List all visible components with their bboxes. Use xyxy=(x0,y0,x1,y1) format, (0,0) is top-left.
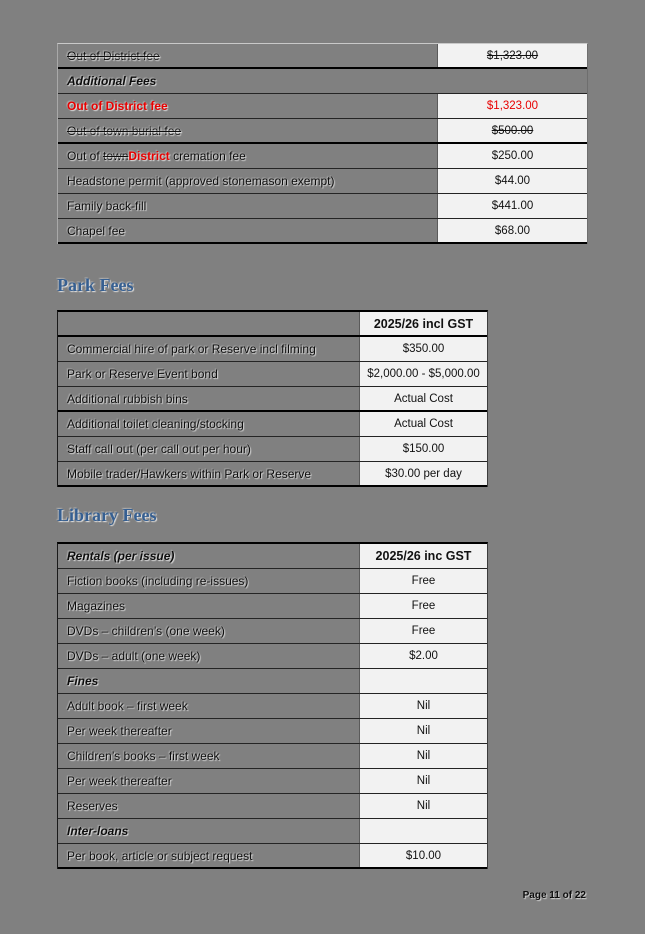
park-fees-heading: Park Fees xyxy=(57,275,134,295)
library-fees-table xyxy=(57,542,488,869)
fee-label-cell xyxy=(58,362,359,386)
text-segment: Actual Cost xyxy=(394,418,453,430)
fee-value-cell xyxy=(437,44,587,67)
text-segment: Free xyxy=(411,625,436,637)
fee-value-cell xyxy=(359,569,487,593)
text-segment: Fiction books (including re-issues) xyxy=(67,574,249,588)
fee-label-cell xyxy=(58,312,359,335)
text-segment: $1,323.00 xyxy=(486,49,539,62)
text-segment: Adult book – first week xyxy=(67,699,188,713)
fee-label-cell xyxy=(58,794,359,818)
text-segment: Out of town burial fee xyxy=(67,123,182,138)
fee-value-cell xyxy=(359,594,487,618)
fee-value-cell xyxy=(359,312,487,335)
table-row xyxy=(58,744,487,769)
text-segment: Additional Fees xyxy=(67,74,157,88)
text-segment: Chapel fee xyxy=(67,223,126,238)
text-segment: $150.00 xyxy=(402,443,445,455)
fee-value-cell xyxy=(359,544,487,568)
fee-value-cell xyxy=(437,119,587,142)
fee-label-cell xyxy=(58,569,359,593)
fee-value-cell xyxy=(359,719,487,743)
text-segment: $350.00 xyxy=(402,343,445,355)
text-segment: Mobile trader/Hawkers within Park or Reserve xyxy=(67,466,312,481)
text-segment: $441.00 xyxy=(491,200,534,212)
fee-value-cell xyxy=(359,337,487,361)
text-segment: Rentals (per issue) xyxy=(67,549,175,563)
text-segment: $10.00 xyxy=(405,849,442,862)
table-row xyxy=(58,337,487,362)
fee-value-cell xyxy=(359,769,487,793)
table-row xyxy=(58,819,487,844)
fee-label-cell xyxy=(58,769,359,793)
fee-label-cell xyxy=(58,544,359,568)
text-segment: Out of xyxy=(67,149,104,163)
text-segment: $68.00 xyxy=(494,224,531,237)
fee-value-cell xyxy=(437,194,587,218)
text-segment: DVDs – adult (one week) xyxy=(67,649,201,663)
text-segment: Fines xyxy=(67,674,99,688)
fee-label-cell xyxy=(58,594,359,618)
text-segment: Nil xyxy=(416,775,431,787)
fee-label-cell xyxy=(58,337,359,361)
fee-value-cell xyxy=(437,94,587,118)
fee-value-cell xyxy=(437,219,587,242)
page-number: Page 11 of 22 xyxy=(522,890,586,901)
text-segment: $250.00 xyxy=(491,150,534,162)
fee-value-cell xyxy=(359,619,487,643)
text-segment: Out of District fee xyxy=(67,99,168,113)
table-row xyxy=(58,194,587,219)
text-segment: $1,323.00 xyxy=(486,100,539,112)
fee-value-cell xyxy=(359,462,487,485)
table-row xyxy=(58,312,487,337)
fee-label-cell xyxy=(58,194,437,218)
text-segment: town xyxy=(103,149,129,163)
text-segment: Actual Cost xyxy=(394,392,453,405)
table-row xyxy=(58,362,487,387)
table-row xyxy=(58,462,487,487)
fee-label-cell xyxy=(58,644,359,668)
table-row xyxy=(58,412,487,437)
text-segment: $44.00 xyxy=(494,175,531,187)
table-row xyxy=(58,437,487,462)
cemetery-additional-fees-table xyxy=(57,43,588,244)
table-row xyxy=(58,844,487,869)
table-row xyxy=(58,794,487,819)
text-segment: Children’s books – first week xyxy=(67,749,220,763)
table-row xyxy=(58,694,487,719)
text-segment: Staff call out (per call out per hour) xyxy=(67,442,251,456)
fee-label-cell xyxy=(58,94,437,118)
text-segment: $500.00 xyxy=(491,124,534,137)
fee-label-cell xyxy=(58,819,359,843)
fee-label-cell xyxy=(58,387,359,410)
table-row xyxy=(58,219,587,244)
text-segment: Free xyxy=(411,575,436,587)
table-row xyxy=(58,644,487,669)
table-row xyxy=(58,387,487,412)
text-segment: Per week thereafter xyxy=(67,774,172,788)
fee-value-cell xyxy=(359,694,487,718)
fee-value-cell xyxy=(437,69,587,93)
text-segment: $2.00 xyxy=(409,650,438,662)
text-segment: Additional toilet cleaning/stocking xyxy=(67,417,244,431)
fee-label-cell xyxy=(58,69,437,93)
fee-label-cell xyxy=(58,412,359,436)
fee-value-cell xyxy=(359,412,487,436)
text-segment: Family back-fill xyxy=(67,199,147,213)
fee-label-cell xyxy=(58,744,359,768)
fee-label-cell xyxy=(58,694,359,718)
fee-label-cell xyxy=(58,437,359,461)
park-fees-table xyxy=(57,310,488,487)
table-row xyxy=(58,44,587,69)
fee-value-cell xyxy=(359,794,487,818)
text-segment: Nil xyxy=(416,800,431,812)
text-segment: Free xyxy=(411,600,436,612)
table-row xyxy=(58,769,487,794)
fee-value-cell xyxy=(359,387,487,410)
fee-label-cell xyxy=(58,619,359,643)
fee-value-cell xyxy=(359,362,487,386)
text-segment: 2025/26 inc GST xyxy=(375,549,472,563)
fee-value-cell xyxy=(359,844,487,867)
fee-value-cell xyxy=(437,144,587,168)
library-fees-heading: Library Fees xyxy=(57,505,157,525)
text-segment: DVDs – children’s (one week) xyxy=(67,624,225,638)
text-segment: $2,000.00 - $5,000.00 xyxy=(367,368,480,380)
fee-label-cell xyxy=(58,119,437,142)
fee-value-cell xyxy=(359,669,487,693)
text-segment: Magazines xyxy=(67,599,126,613)
text-segment: Inter-loans xyxy=(67,824,129,838)
fee-label-cell xyxy=(58,719,359,743)
fee-value-cell xyxy=(359,437,487,461)
text-segment: Nil xyxy=(416,725,431,737)
text-segment: Reserves xyxy=(67,799,118,813)
text-segment: Per week thereafter xyxy=(67,724,172,738)
fee-value-cell xyxy=(359,819,487,843)
text-segment: Nil xyxy=(416,750,431,762)
fee-label-cell xyxy=(58,219,437,242)
fee-value-cell xyxy=(437,169,587,193)
text-segment: 2025/26 incl GST xyxy=(373,316,474,331)
table-row xyxy=(58,544,487,569)
table-row xyxy=(58,569,487,594)
fee-label-cell xyxy=(58,169,437,193)
fee-label-cell xyxy=(58,844,359,867)
text-segment: Park or Reserve Event bond xyxy=(67,367,218,381)
text-segment: Commercial hire of park or Reserve incl filming xyxy=(67,342,316,356)
text-segment: Nil xyxy=(416,700,431,712)
fee-value-cell xyxy=(359,644,487,668)
table-row xyxy=(58,144,587,169)
table-row xyxy=(58,719,487,744)
text-segment: District xyxy=(128,149,170,163)
text-segment: Headstone permit (approved stonemason exempt) xyxy=(67,174,335,188)
text-segment: Per book, article or subject request xyxy=(67,848,253,863)
table-row xyxy=(58,669,487,694)
table-row xyxy=(58,619,487,644)
table-row xyxy=(58,594,487,619)
table-row xyxy=(58,169,587,194)
table-row xyxy=(58,94,587,119)
fee-value-cell xyxy=(359,744,487,768)
table-row xyxy=(58,119,587,144)
fee-label-cell xyxy=(58,144,437,168)
fee-label-cell xyxy=(58,462,359,485)
text-segment: Out of District fee xyxy=(67,48,160,63)
text-segment: Additional rubbish bins xyxy=(67,391,188,406)
table-row xyxy=(58,69,587,94)
fee-label-cell xyxy=(58,44,437,67)
text-segment: cremation fee xyxy=(169,149,246,163)
text-segment: $30.00 per day xyxy=(385,467,462,480)
fee-label-cell xyxy=(58,669,359,693)
